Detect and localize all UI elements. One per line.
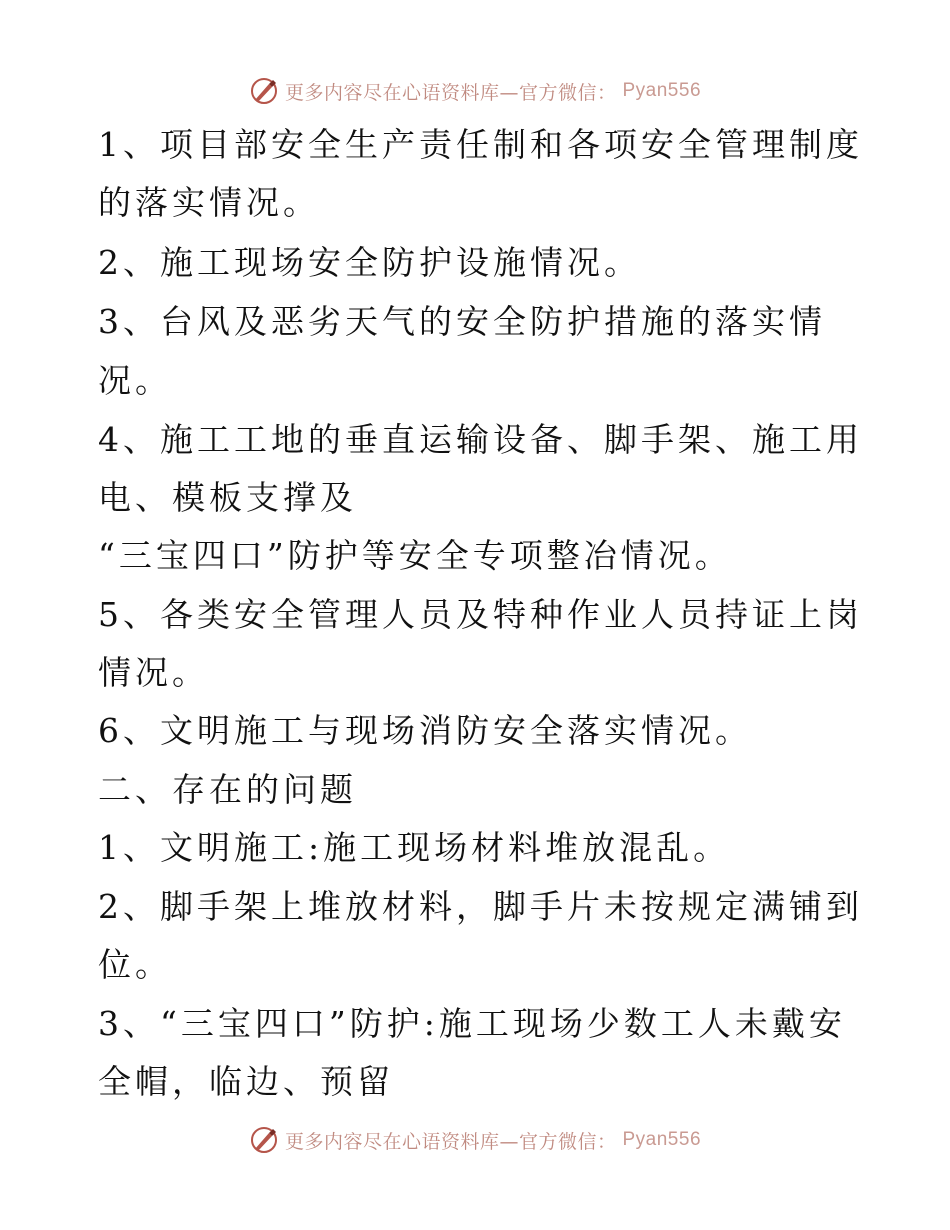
paragraph-line: 1、文明施工:施工现场材料堆放混乱。 bbox=[98, 828, 731, 867]
section-heading: 二、存在的问题 bbox=[98, 770, 357, 809]
paragraph-line: 6、文明施工与现场消防安全落实情况。 bbox=[98, 711, 752, 750]
paragraph-line: “三宝四口”防护等安全专项整冶情况。 bbox=[98, 536, 732, 575]
watermark-bottom bbox=[0, 1120, 950, 1160]
paragraph-line: 电、模板支撑及 bbox=[98, 478, 357, 517]
paragraph-line: 位。 bbox=[98, 945, 172, 984]
watermark-handle: Pyan556 bbox=[622, 80, 702, 101]
paragraph-line: 2、施工现场安全防护设施情况。 bbox=[98, 243, 641, 282]
paragraph-line: 5、各类安全管理人员及特种作业人员持证上岗 bbox=[98, 595, 863, 634]
paragraph-line: 情况。 bbox=[98, 653, 209, 692]
paragraph-line: 的落实情况。 bbox=[98, 183, 320, 222]
paragraph-line: 况。 bbox=[98, 361, 172, 400]
watermark-text: 更多内容尽在心语资料库—官方微信： bbox=[284, 1130, 617, 1153]
pen-logo-icon bbox=[249, 1125, 279, 1155]
paragraph-line: 3、“三宝四口”防护:施工现场少数工人未戴安 bbox=[98, 1004, 846, 1043]
paragraph-line: 4、施工工地的垂直运输设备、脚手架、施工用 bbox=[98, 420, 863, 459]
watermark-handle: Pyan556 bbox=[622, 1129, 702, 1150]
pen-logo-icon bbox=[249, 76, 279, 106]
watermark-top bbox=[0, 71, 950, 111]
watermark-text: 更多内容尽在心语资料库—官方微信： bbox=[284, 81, 617, 104]
paragraph-line: 全帽，临边、预留 bbox=[98, 1062, 394, 1101]
paragraph-line: 1、项目部安全生产责任制和各项安全管理制度 bbox=[98, 125, 863, 164]
paragraph-line: 3、台风及恶劣天气的安全防护措施的落实情 bbox=[98, 302, 826, 341]
paragraph-line: 2、脚手架上堆放材料，脚手片未按规定满铺到 bbox=[98, 887, 863, 926]
